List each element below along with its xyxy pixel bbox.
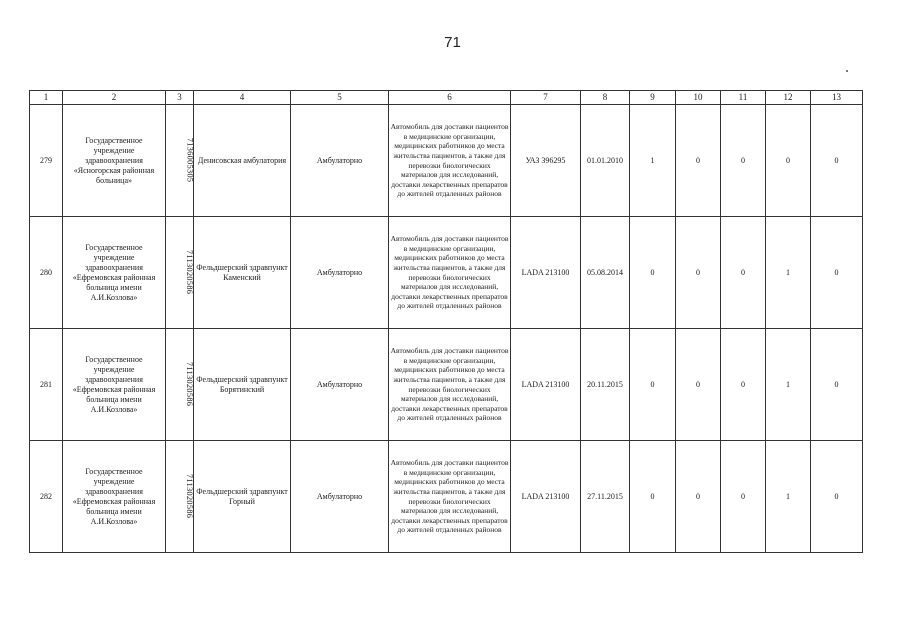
care-type: Амбулаторно	[291, 441, 389, 553]
vehicle-model: LADA 213100	[511, 329, 581, 441]
care-type: Амбулаторно	[291, 105, 389, 217]
column-header: 9	[630, 91, 676, 105]
row-number: 279	[30, 105, 63, 217]
count-cell: 1	[766, 329, 811, 441]
count-cell: 0	[811, 105, 863, 217]
row-number: 281	[30, 329, 63, 441]
table-row	[30, 105, 863, 217]
date-cell: 27.11.2015	[581, 441, 630, 553]
table-row	[30, 329, 863, 441]
page-number: 71	[444, 34, 461, 51]
vehicle-purpose: Автомобиль для доставки пациентов в медицинские организации, медицинских работников до места жительства пациентов, а также для перевозки биологических материалов для исследований, доставки лекарственных препаратов до жителей отдаленных районов	[389, 105, 511, 217]
count-cell: 0	[676, 329, 721, 441]
column-header: 1	[30, 91, 63, 105]
inn-value: 7113020586	[185, 361, 196, 407]
inn-cell	[166, 105, 194, 217]
facility-name: Фельдшерский здравпункт Горный	[194, 441, 291, 553]
care-type: Амбулаторно	[291, 217, 389, 329]
facility-name: Фельдшерский здравпункт Борятинский	[194, 329, 291, 441]
date-cell: 20.11.2015	[581, 329, 630, 441]
column-header: 10	[676, 91, 721, 105]
facility-name: Денисовская амбулатория	[194, 105, 291, 217]
count-cell: 0	[630, 217, 676, 329]
date-cell: 01.01.2010	[581, 105, 630, 217]
count-cell: 0	[676, 105, 721, 217]
column-header: 3	[166, 91, 194, 105]
vehicle-purpose: Автомобиль для доставки пациентов в медицинские организации, медицинских работников до места жительства пациентов, а также для перевозки биологических материалов для исследований, доставки лекарственных препаратов до жителей отдаленных районов	[389, 217, 511, 329]
facility-name: Фельдшерский здравпункт Каменский	[194, 217, 291, 329]
column-header: 6	[389, 91, 511, 105]
inn-cell	[166, 217, 194, 329]
vehicle-model: УАЗ 396295	[511, 105, 581, 217]
row-number: 282	[30, 441, 63, 553]
organization-name: Государственное учреждение здравоохранения «Ефремовская районная больница имени А.И.Козлова»	[63, 217, 166, 329]
organization-name: Государственное учреждение здравоохранения «Ефремовская районная больница имени А.И.Козлова»	[63, 441, 166, 553]
inn-cell	[166, 441, 194, 553]
organization-name: Государственное учреждение здравоохранения «Ясногорская районная больница»	[63, 105, 166, 217]
column-header: 12	[766, 91, 811, 105]
count-cell: 0	[721, 217, 766, 329]
count-cell: 0	[721, 329, 766, 441]
column-header: 2	[63, 91, 166, 105]
count-cell: 1	[630, 105, 676, 217]
column-header: 11	[721, 91, 766, 105]
inn-value: 7136005305	[185, 137, 196, 183]
column-header: 7	[511, 91, 581, 105]
scan-dot	[846, 70, 848, 72]
count-cell: 0	[630, 441, 676, 553]
count-cell: 0	[721, 441, 766, 553]
vehicle-model: LADA 213100	[511, 217, 581, 329]
count-cell: 0	[811, 329, 863, 441]
count-cell: 1	[766, 217, 811, 329]
vehicle-model: LADA 213100	[511, 441, 581, 553]
inn-cell	[166, 329, 194, 441]
count-cell: 0	[766, 105, 811, 217]
column-number-row	[30, 91, 863, 105]
vehicle-table	[29, 90, 863, 553]
count-cell: 0	[721, 105, 766, 217]
table-row	[30, 441, 863, 553]
count-cell: 0	[811, 217, 863, 329]
column-header: 8	[581, 91, 630, 105]
count-cell: 1	[766, 441, 811, 553]
count-cell: 0	[630, 329, 676, 441]
care-type: Амбулаторно	[291, 329, 389, 441]
count-cell: 0	[811, 441, 863, 553]
table-row	[30, 217, 863, 329]
column-header: 13	[811, 91, 863, 105]
row-number: 280	[30, 217, 63, 329]
inn-value: 7113020586	[185, 249, 196, 295]
date-cell: 05.08.2014	[581, 217, 630, 329]
column-header: 4	[194, 91, 291, 105]
inn-value: 7113020586	[185, 473, 196, 519]
count-cell: 0	[676, 217, 721, 329]
column-header: 5	[291, 91, 389, 105]
count-cell: 0	[676, 441, 721, 553]
vehicle-purpose: Автомобиль для доставки пациентов в медицинские организации, медицинских работников до места жительства пациентов, а также для перевозки биологических материалов для исследований, доставки лекарственных препаратов до жителей отдаленных районов	[389, 329, 511, 441]
vehicle-purpose: Автомобиль для доставки пациентов в медицинские организации, медицинских работников до места жительства пациентов, а также для перевозки биологических материалов для исследований, доставки лекарственных препаратов до жителей отдаленных районов	[389, 441, 511, 553]
organization-name: Государственное учреждение здравоохранения «Ефремовская районная больница имени А.И.Козлова»	[63, 329, 166, 441]
